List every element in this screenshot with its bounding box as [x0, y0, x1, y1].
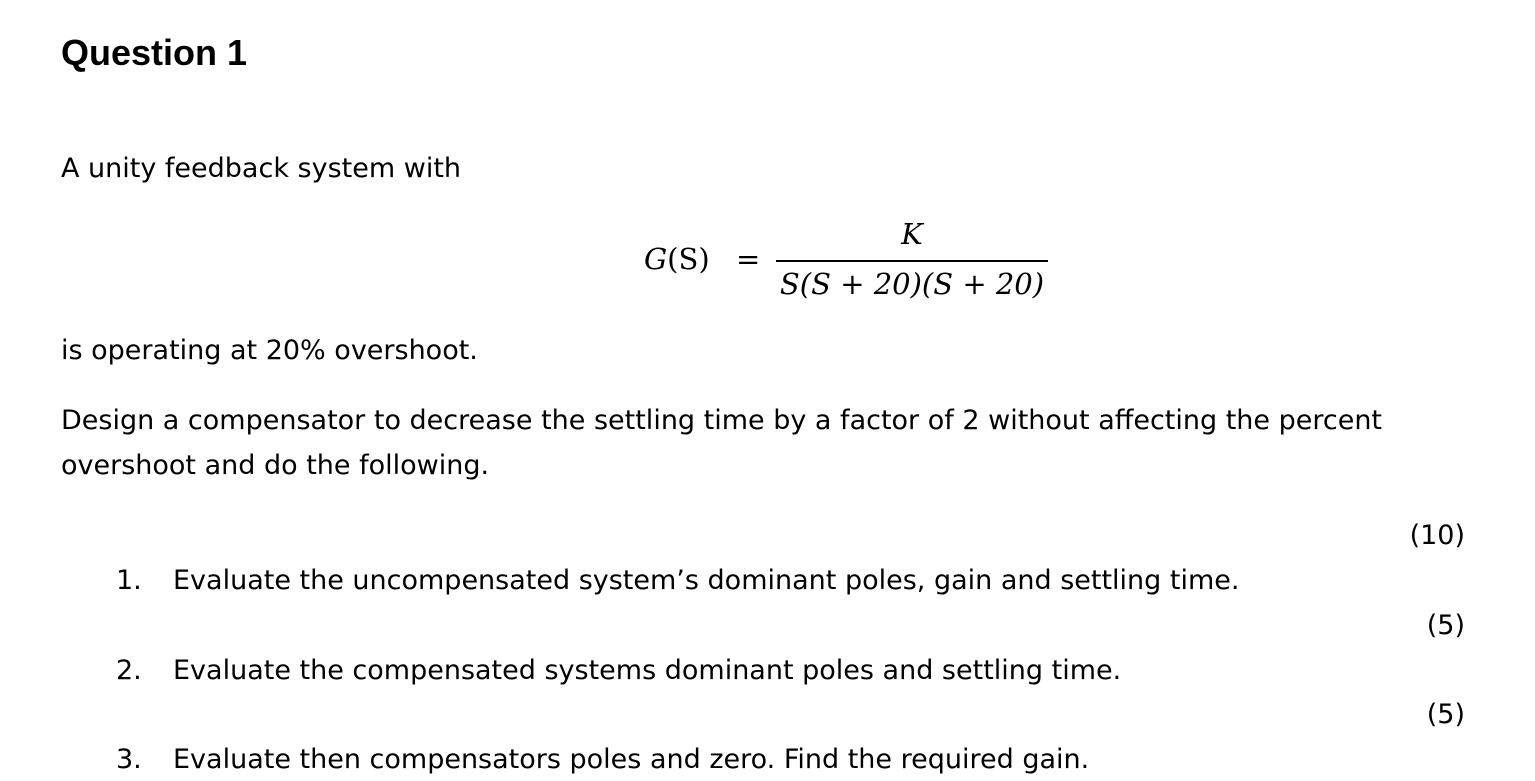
item-number: 2. [116, 655, 142, 686]
condition-text: is operating at 20% overshoot. [61, 335, 478, 366]
equation-lhs-argument: (S) [667, 242, 710, 276]
list-item [116, 561, 1239, 601]
equation-lhs-function: G [644, 242, 668, 276]
equation-equals-sign: = [736, 242, 761, 276]
list-item [116, 651, 1121, 691]
item-text: Evaluate the uncompensated system’s dominant poles, gain and settling time. [173, 565, 1240, 596]
equation-fraction [776, 212, 1048, 306]
marks-item-3: (5) [1426, 699, 1465, 730]
equation-denominator-expression: S(S + 20)(S + 20) [779, 267, 1045, 301]
task-description [61, 398, 1382, 488]
equation-lhs [644, 242, 710, 276]
task-line-1: Design a compensator to decrease the settling time by a factor of 2 without affecting the percent [61, 405, 1383, 436]
item-text: Evaluate then compensators poles and zero. Find the required gain. [173, 744, 1090, 775]
marks-item-1: (10) [1409, 520, 1465, 551]
intro-text: A unity feedback system with [61, 153, 462, 184]
equation-numerator [776, 212, 1048, 256]
item-text: Evaluate the compensated systems dominant poles and settling time. [173, 655, 1122, 686]
item-number: 1. [116, 565, 142, 596]
question-heading: Question 1 [61, 32, 248, 73]
marks-item-2: (5) [1426, 610, 1465, 641]
equation-numerator-symbol: K [901, 217, 923, 251]
item-number: 3. [116, 744, 142, 775]
list-item [116, 740, 1089, 780]
equation-denominator [776, 262, 1048, 306]
task-line-2: overshoot and do the following. [61, 450, 490, 481]
